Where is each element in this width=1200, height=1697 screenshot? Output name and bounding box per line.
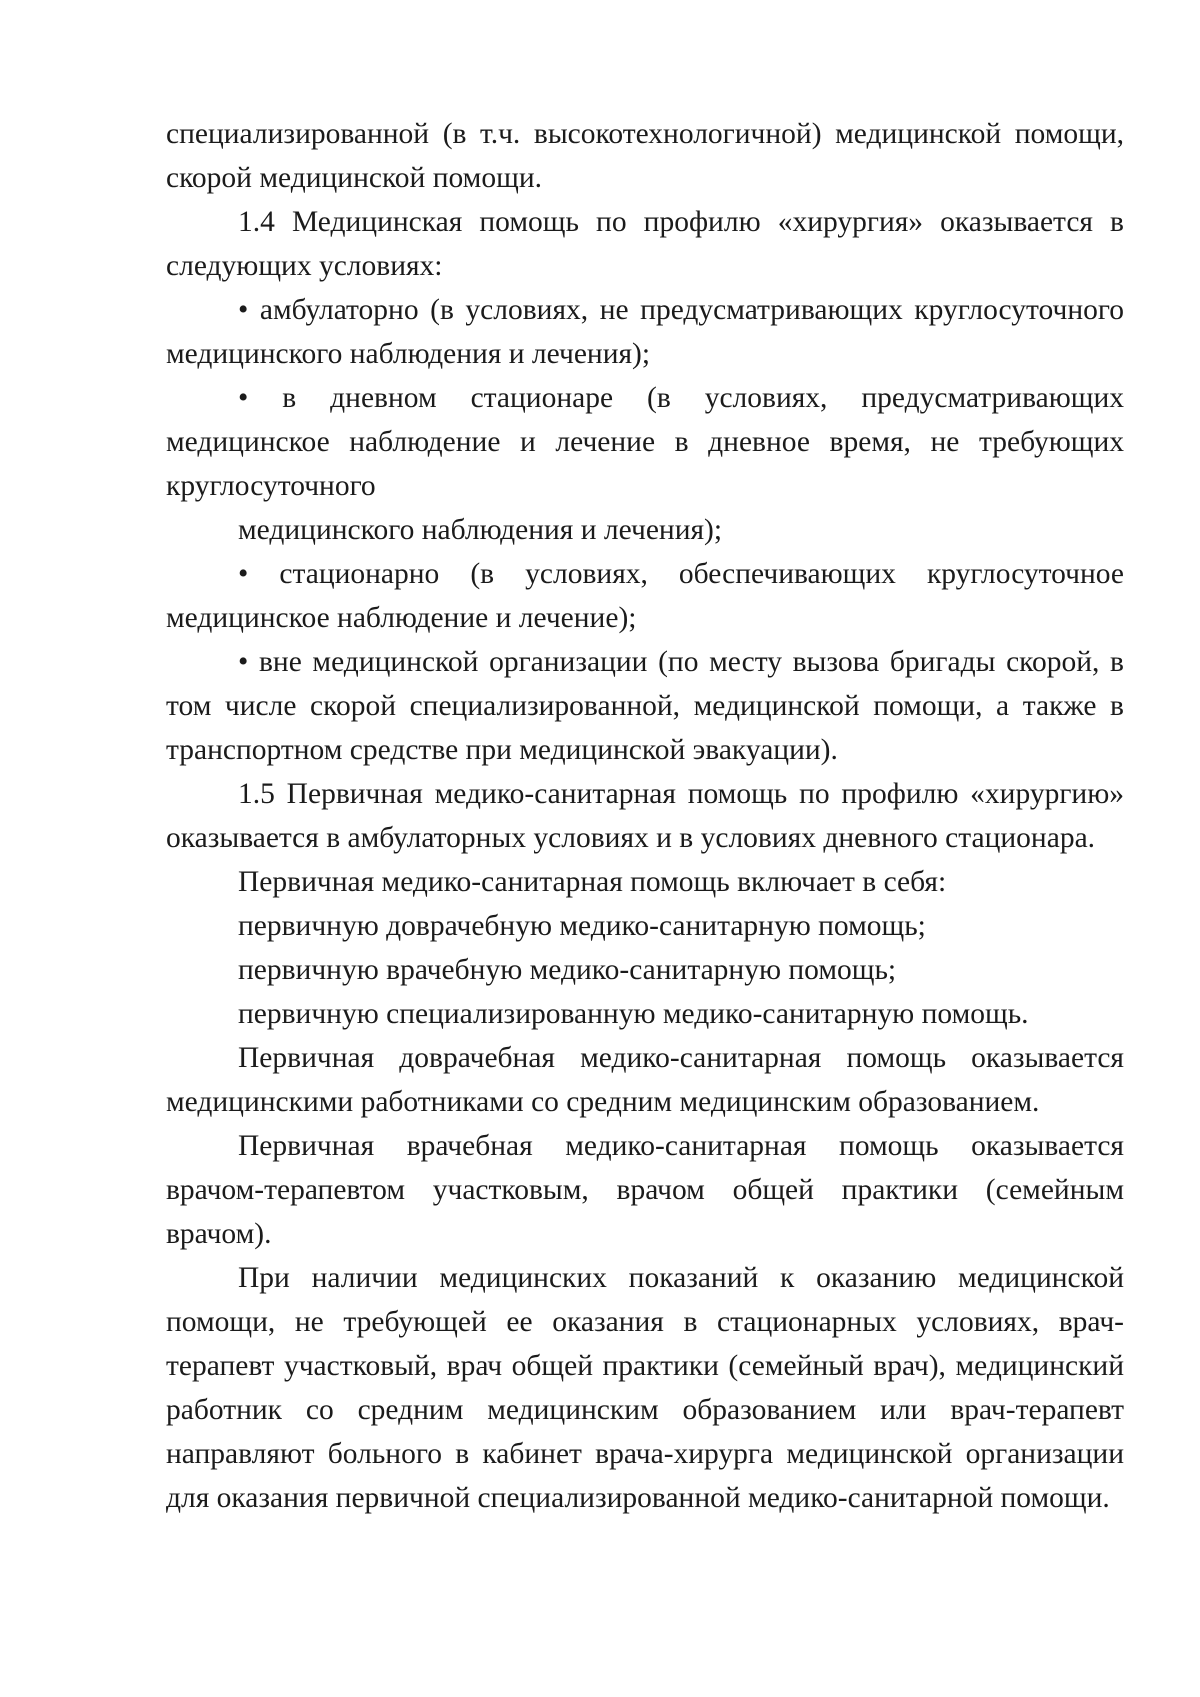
paragraph-1-4: 1.4 Медицинская помощь по профилю «хирургия» оказывается в следующих условиях: bbox=[166, 206, 1124, 282]
list-item-specialized-care: первичную специализированную медико-санитарную помощь. bbox=[238, 998, 1029, 1030]
bullet-outpatient: • амбулаторно (в условиях, не предусматривающих круглосуточного медицинского наблюдения и лечения); bbox=[166, 294, 1124, 370]
paragraph-physician-provider: Первичная врачебная медико-санитарная помощь оказывается врачом-терапевтом участковым, врачом общей практики (семейным врачом). bbox=[166, 1130, 1124, 1250]
paragraph-prehospital-provider: Первичная доврачебная медико-санитарная помощь оказывается медицинскими работниками со средним медицинским образованием. bbox=[166, 1042, 1124, 1118]
paragraph-specialized-care: специализированной (в т.ч. высокотехнологичной) медицинской помощи, скорой медицинской помощи. bbox=[166, 118, 1124, 194]
paragraph-1-5: 1.5 Первичная медико-санитарная помощь по профилю «хирургию» оказывается в амбулаторных условиях и в условиях дневного стационара. bbox=[166, 778, 1124, 854]
list-item-physician-care: первичную врачебную медико-санитарную помощь; bbox=[238, 954, 897, 986]
paragraph-referral: При наличии медицинских показаний к оказанию медицинской помощи, не требующей ее оказания в стационарных условиях, врач-терапевт участковый, врач общей практики (семейный врач), медицинский работник со средним медицинским образованием или врач-терапевт направляют больного в кабинет врача-хирурга медицинской организации для оказания первичной специализированной медико-санитарной помощи. bbox=[166, 1262, 1124, 1514]
bullet-outside-organization: • вне медицинской организации (по месту вызова бригады скорой, в том числе скорой специализированной, медицинской помощи, а также в транспортном средстве при медицинской эвакуации). bbox=[166, 646, 1124, 766]
list-item-prehospital-care: первичную доврачебную медико-санитарную помощь; bbox=[238, 910, 926, 942]
bullet-inpatient: • стационарно (в условиях, обеспечивающих круглосуточное медицинское наблюдение и лечение); bbox=[166, 558, 1124, 634]
bullet-day-hospital: • в дневном стационаре (в условиях, предусматривающих медицинское наблюдение и лечение в дневное время, не требующих круглосуточного bbox=[166, 382, 1124, 502]
bullet-day-hospital-continuation: медицинского наблюдения и лечения); bbox=[238, 514, 723, 546]
document-body bbox=[166, 112, 1124, 1520]
paragraph-primary-care-includes: Первичная медико-санитарная помощь включает в себя: bbox=[238, 866, 947, 898]
